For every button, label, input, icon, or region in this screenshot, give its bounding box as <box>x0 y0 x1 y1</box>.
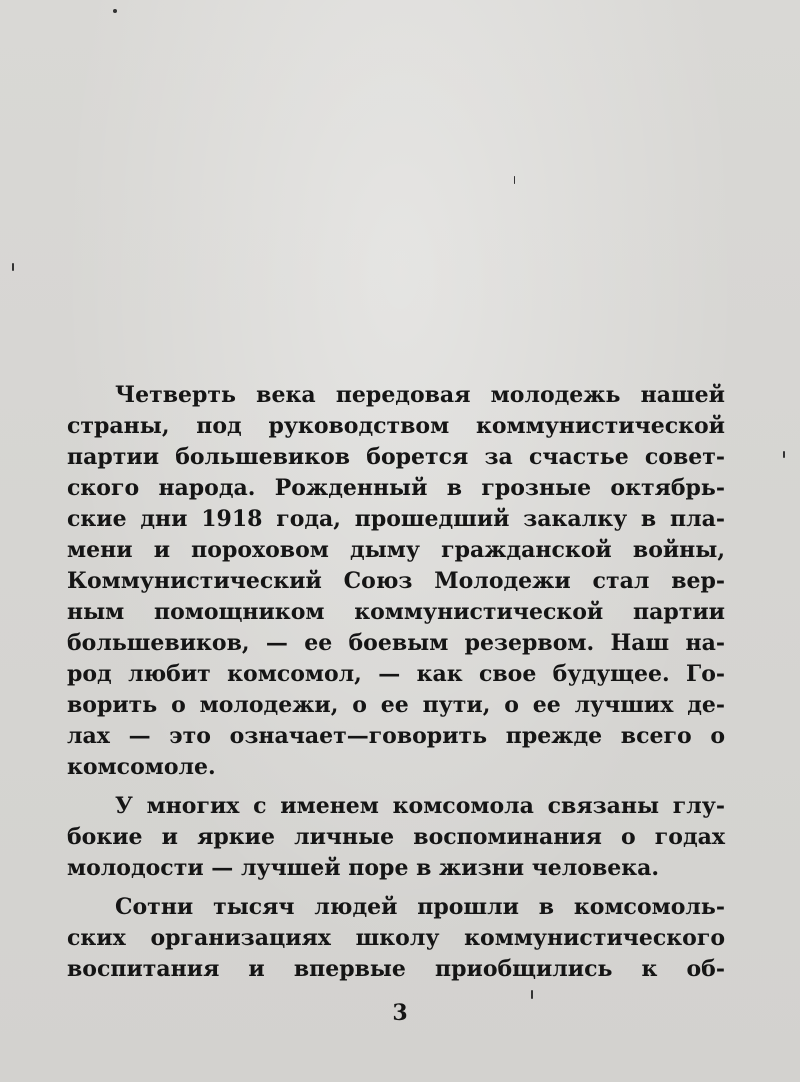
text-line: лах — это означает—говорить прежде всего о <box>67 723 725 749</box>
ink-speck <box>12 263 14 271</box>
text-line: ские дни 1918 года, прошедший закалку в пла- <box>67 506 725 532</box>
text-line: род любит комсомол, — как свое будущее. Го- <box>67 661 725 687</box>
text-line: большевиков, — ее боевым резервом. Наш на- <box>67 630 725 656</box>
body-text <box>67 380 725 993</box>
text-line: партии большевиков борется за счастье совет- <box>67 444 725 470</box>
text-line: Четверть века передовая молодежь нашей <box>115 382 725 408</box>
ink-speck <box>113 9 117 13</box>
text-line: ских организациях школу коммунистического <box>67 925 725 951</box>
page-number: 3 <box>392 1000 408 1026</box>
text-line: ского народа. Рожденный в грозные октябрь- <box>67 475 725 501</box>
paragraph-2 <box>67 791 725 884</box>
ink-speck <box>783 451 785 458</box>
text-line: ным помощником коммунистической партии <box>67 599 725 625</box>
paragraph-3 <box>67 892 725 985</box>
text-line: воспитания и впервые приобщились к об- <box>67 956 725 982</box>
text-line: Сотни тысяч людей прошли в комсомоль- <box>115 894 725 920</box>
text-line: Коммунистический Союз Молодежи стал вер- <box>67 568 725 594</box>
text-line: ворить о молодежи, о ее пути, о ее лучших де- <box>67 692 725 718</box>
text-line: комсомоле. <box>67 754 216 780</box>
text-line: У многих с именем комсомола связаны глу- <box>115 793 725 819</box>
paragraph-1 <box>67 380 725 783</box>
ink-speck <box>514 176 515 184</box>
text-line: мени и пороховом дыму гражданской войны, <box>67 537 725 563</box>
text-line: бокие и яркие личные воспоминания о годах <box>67 824 725 850</box>
text-line: страны, под руководством коммунистической <box>67 413 725 439</box>
text-line: молодости — лучшей поре в жизни человека. <box>67 855 660 881</box>
